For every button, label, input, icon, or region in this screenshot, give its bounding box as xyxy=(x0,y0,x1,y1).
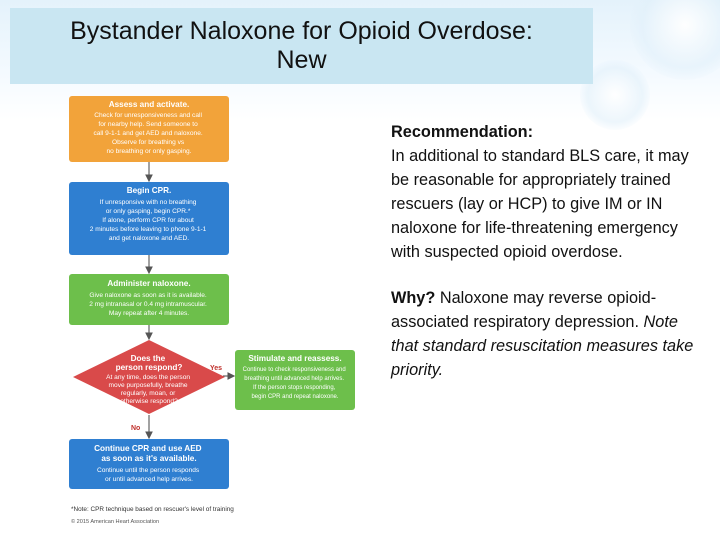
why-italic-text: Note that standard resuscitation measures take priority. xyxy=(391,313,694,379)
decision-text: otherwise respond? xyxy=(120,398,178,405)
step-text: If unresponsive with no breathing xyxy=(99,199,197,206)
step-heading: Begin CPR. xyxy=(126,186,172,195)
step-text: for nearby help. Send someone to xyxy=(98,121,198,128)
step-text: Observe for breathing vs xyxy=(111,139,185,146)
step-heading: Continue CPR and use AED xyxy=(94,444,202,453)
step-text: begin CPR and repeat naloxone. xyxy=(251,394,339,400)
step-text: If alone, perform CPR for about xyxy=(102,217,194,224)
svg-text:Check for unresponsiveness and xyxy=(93,112,204,155)
step-heading: Assess and activate. xyxy=(108,100,190,109)
step-administer-naloxone xyxy=(69,274,229,325)
decision-person-respond xyxy=(73,340,225,414)
step-text: Continue until the person responds xyxy=(96,467,200,474)
step-text: Continue to check responsiveness and xyxy=(242,367,346,373)
flowchart-footnote: *Note: CPR technique based on rescuer's level of training xyxy=(71,506,234,513)
step-continue-cpr xyxy=(69,439,229,489)
step-text: or until advanced help arrives. xyxy=(105,476,193,483)
decision-text: regularly, moan, or xyxy=(120,390,176,397)
why-text: Naloxone may reverse opioid-associated respiratory depression. xyxy=(391,289,657,331)
step-text: May repeat after 4 minutes. xyxy=(108,310,190,317)
recommendation-panel xyxy=(391,120,701,382)
step-begin-cpr xyxy=(69,182,229,255)
step-stimulate-reassess xyxy=(235,350,355,410)
step-text: or only gasping, begin CPR.* xyxy=(105,208,191,215)
decision-heading: person respond? xyxy=(115,363,183,372)
step-text: If the person stops responding, xyxy=(252,385,336,391)
why-heading: Why? xyxy=(391,289,436,307)
slide-title xyxy=(10,8,593,84)
title-line-1: Bystander Naloxone for Opioid Overdose: xyxy=(70,17,533,45)
recommendation-heading: Recommendation: xyxy=(391,123,534,141)
step-text: Give naloxone as soon as it is available. xyxy=(89,292,207,299)
svg-text:Continue CPR and use AED xyxy=(94,444,204,463)
why-block xyxy=(391,286,701,382)
step-text: 2 mg intranasal or 0.4 mg intramuscular. xyxy=(89,301,207,308)
step-text: call 9-1-1 and get AED and naloxone. xyxy=(93,130,203,137)
title-line-2: New xyxy=(276,46,327,74)
recommendation-block xyxy=(391,120,701,264)
decision-heading: Does the xyxy=(130,354,166,363)
step-text: no breathing or only gasping. xyxy=(106,148,192,155)
step-heading: Stimulate and reassess. xyxy=(248,354,342,363)
step-text: 2 minutes before leaving to phone 9-1-1 xyxy=(89,226,207,233)
step-heading: Administer naloxone. xyxy=(107,279,191,288)
step-heading: as soon as it's available. xyxy=(101,454,197,463)
flowchart-copyright: © 2015 American Heart Association xyxy=(71,519,160,525)
step-text: and get naloxone and AED. xyxy=(108,235,190,242)
decision-text: At any time, does the person xyxy=(106,374,191,381)
step-text: Check for unresponsiveness and call xyxy=(94,112,202,119)
yes-label: Yes xyxy=(210,365,223,372)
no-label: No xyxy=(131,425,141,432)
step-text: breathing until advanced help arrives. xyxy=(244,376,345,382)
step-assess-activate xyxy=(69,96,229,162)
recommendation-text: In additional to standard BLS care, it may be reasonable for appropriately trained rescuers (lay or HCP) to give IM or IN naloxone for life-threatening emergency with suspected opioid overdose. xyxy=(391,147,689,261)
decision-text: move purposefully, breathe xyxy=(108,382,188,389)
naloxone-flowchart xyxy=(55,92,375,528)
